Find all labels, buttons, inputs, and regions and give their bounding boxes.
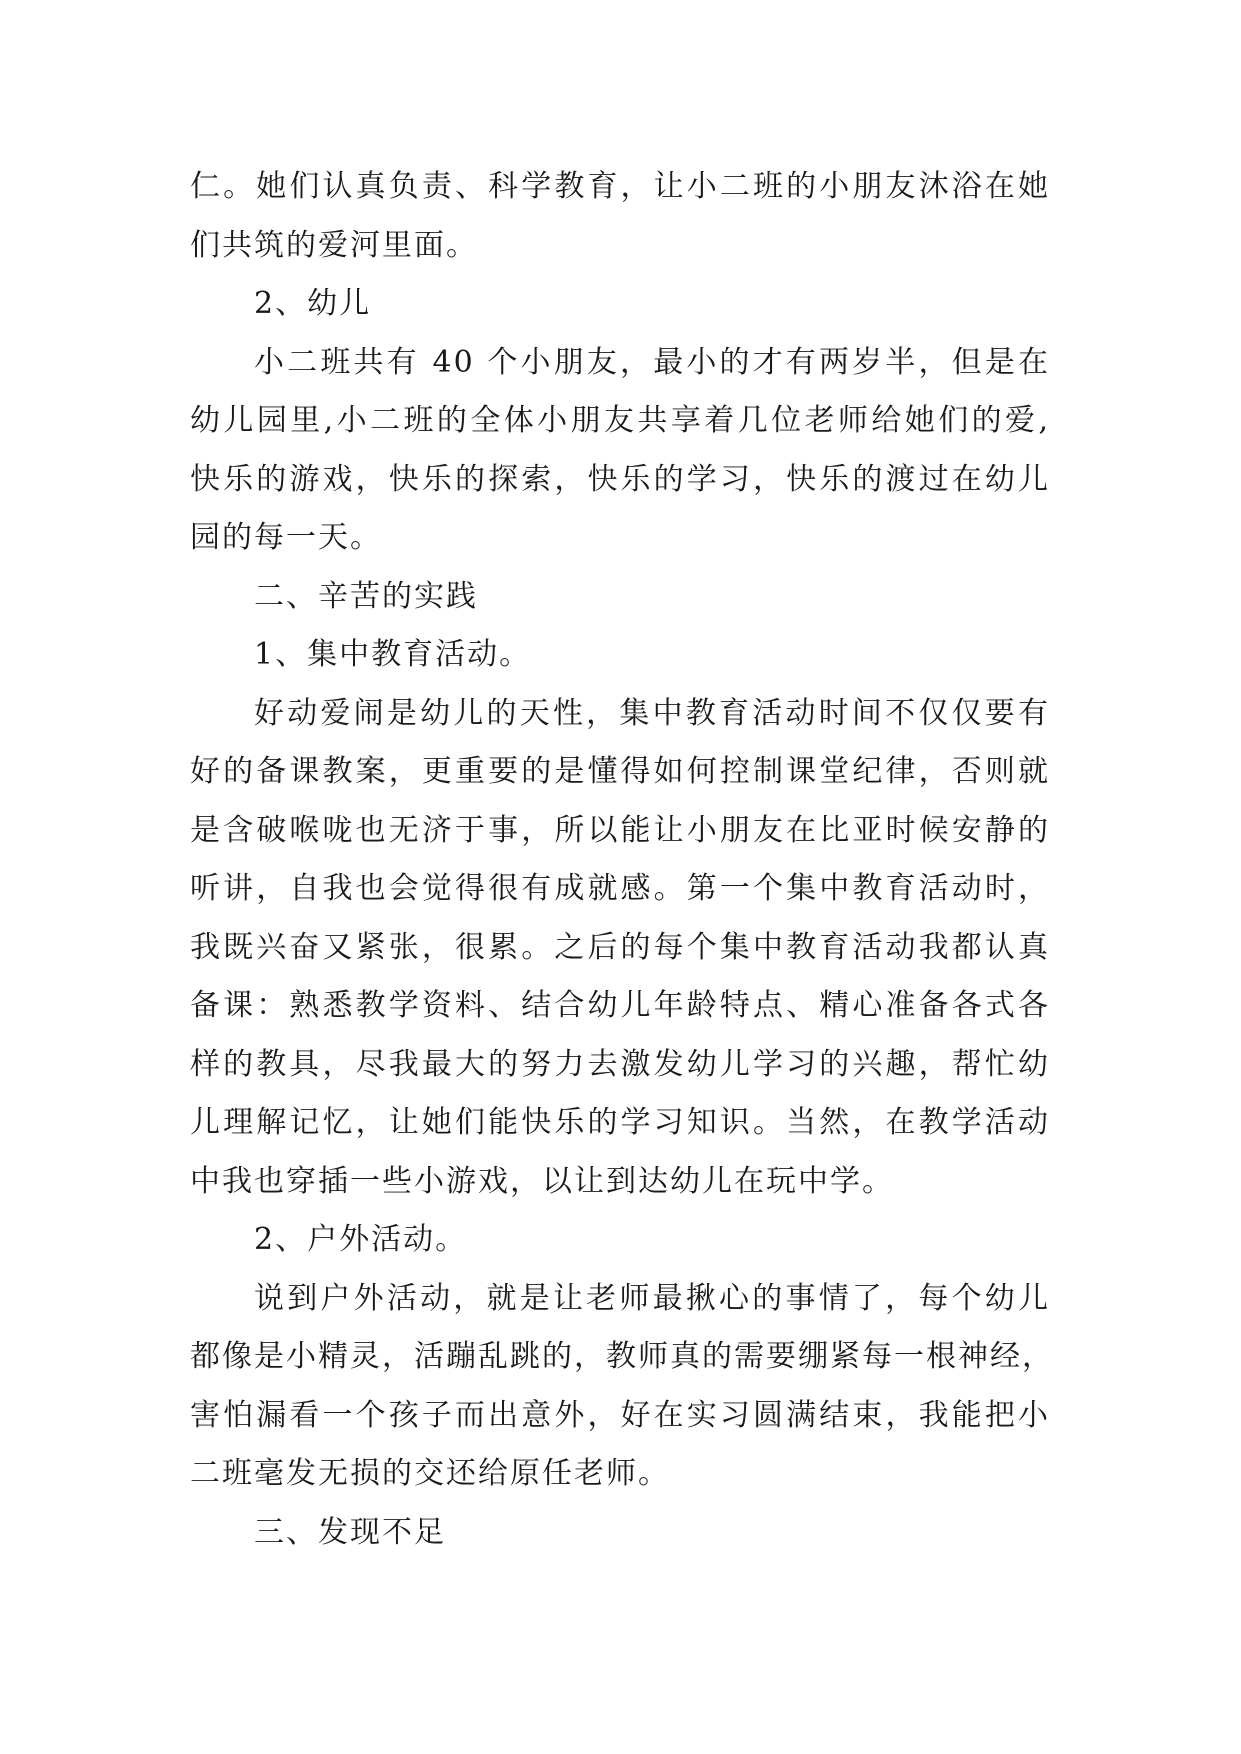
text-line: 害怕漏看一个孩子而出意外，好在实习圆满结束，我能把小 <box>190 1397 1050 1433</box>
section-heading: 2、幼儿 <box>254 286 372 321</box>
section-heading: 1、集中教育活动。 <box>254 637 532 672</box>
text-line: 中我也穿插一些小游戏，以让到达幼儿在玩中学。 <box>190 1163 894 1199</box>
text-line: 们共筑的爱河里面。 <box>190 227 478 263</box>
text-line: 快乐的游戏，快乐的探索，快乐的学习，快乐的渡过在幼儿 <box>190 461 1050 497</box>
section-heading: 三、发现不足 <box>254 1514 446 1550</box>
section-heading: 二、辛苦的实践 <box>254 578 478 614</box>
text-line: 样的教具，尽我最大的努力去激发幼儿学习的兴趣，帮忙幼 <box>190 1046 1050 1082</box>
text-line: 都像是小精灵，活蹦乱跳的，教师真的需要绷紧每一根神经， <box>190 1339 1054 1374</box>
text-line: 我既兴奋又紧张，很累。之后的每个集中教育活动我都认真 <box>190 929 1050 965</box>
text-line: 听讲，自我也会觉得很有成就感。第一个集中教育活动时， <box>190 871 1050 906</box>
text-line: 儿理解记忆，让她们能快乐的学习知识。当然，在教学活动 <box>190 1105 1050 1140</box>
text-line: 小二班共有 40 个小朋友，最小的才有两岁半，但是在 <box>254 344 1050 380</box>
body-text <box>190 158 1054 1562</box>
text-line: 是含破喉咙也无济于事，所以能让小朋友在比亚时候安静的 <box>190 812 1050 848</box>
text-line: 仁。她们认真负责、科学教育，让小二班的小朋友沐浴在她 <box>190 169 1050 204</box>
text-line: 幼儿园里,小二班的全体小朋友共享着几位老师给她们的爱, <box>190 403 1050 438</box>
text-line: 说到户外活动，就是让老师最揪心的事情了，每个幼儿 <box>254 1280 1050 1316</box>
text-line: 园的每一天。 <box>190 520 382 555</box>
text-line: 二班毫发无损的交还给原任老师。 <box>190 1456 670 1491</box>
text-line: 好的备课教案，更重要的是懂得如何控制课堂纪律，否则就 <box>190 754 1050 789</box>
text-line: 好动爱闹是幼儿的天性，集中教育活动时间不仅仅要有 <box>254 695 1050 731</box>
text-line: 备课：熟悉教学资料、结合幼儿年龄特点、精心准备各式各 <box>190 988 1050 1023</box>
section-heading: 2、户外活动。 <box>254 1222 468 1257</box>
